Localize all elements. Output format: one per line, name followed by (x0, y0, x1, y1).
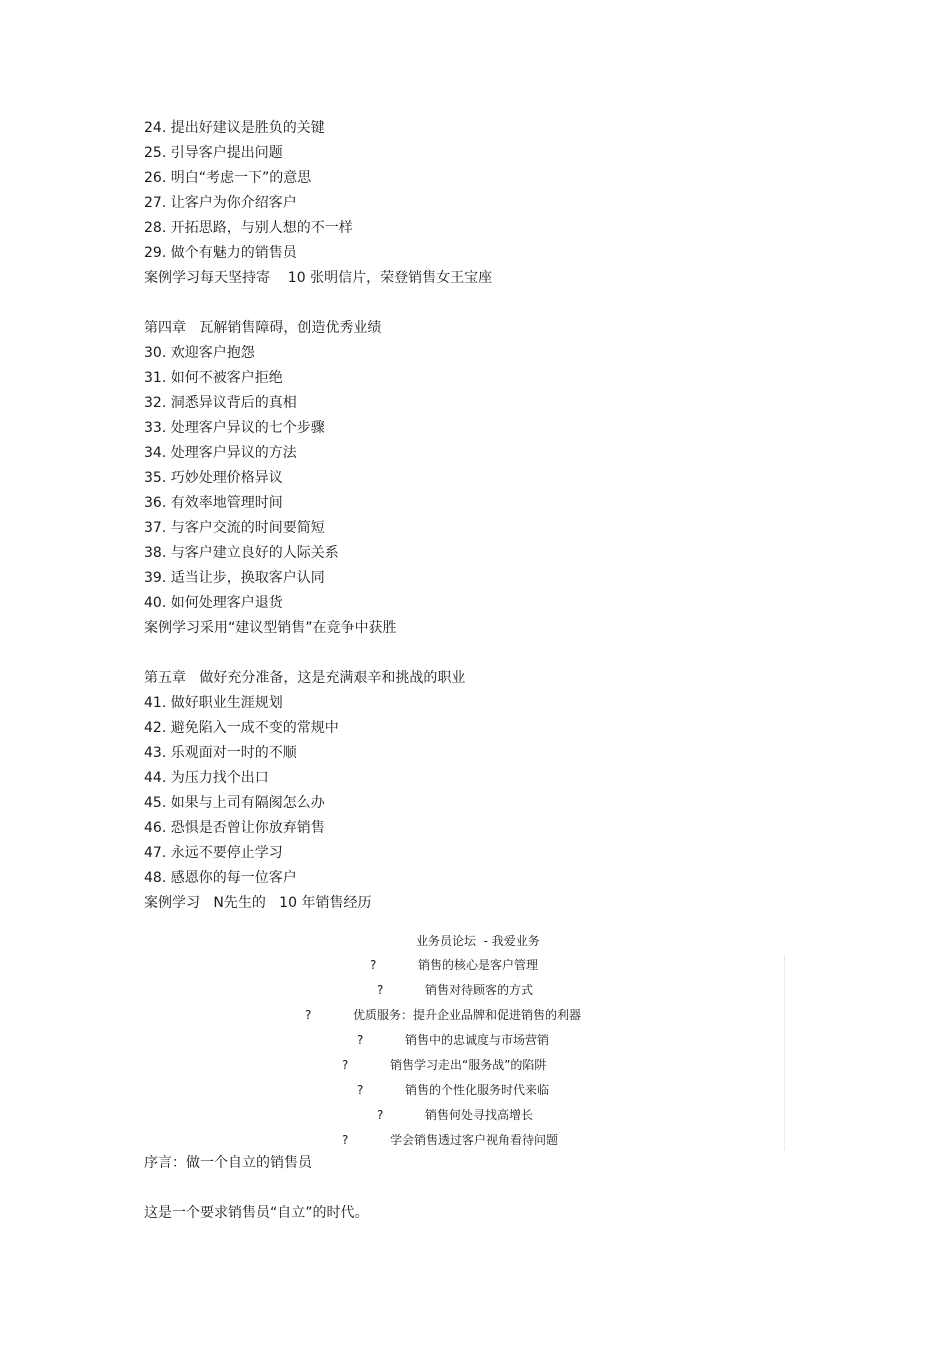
forum-link[interactable] (357, 1032, 549, 1048)
toc-item: 43. 乐观面对一时的不顺 (144, 745, 297, 761)
case-study: 案例学习 N先生的 10 年销售经历 (144, 895, 372, 911)
forum-link-text[interactable]: 销售的核心是客户管理 (418, 958, 539, 972)
divider (784, 955, 785, 1150)
toc-item: 26. 明白“考虑一下”的意思 (144, 170, 312, 186)
forum-link-text[interactable]: 学会销售透过客户视角看待问题 (390, 1133, 559, 1147)
preface-text: 这是一个要求销售员“自立”的时代。 (144, 1205, 369, 1221)
toc-item: 48. 感恩你的每一位客户 (144, 870, 297, 886)
bullet-icon: ? (342, 1133, 349, 1147)
toc-item: 41. 做好职业生涯规划 (144, 695, 283, 711)
case-study: 案例学习采用“建议型销售”在竞争中获胜 (144, 620, 397, 636)
toc-item: 28. 开拓思路，与别人想的不一样 (144, 220, 353, 236)
toc-item: 29. 做个有魅力的销售员 (144, 245, 297, 261)
forum-link-text[interactable]: 销售何处寻找高增长 (425, 1108, 534, 1122)
toc-item: 36. 有效率地管理时间 (144, 495, 283, 511)
bullet-icon: ? (377, 1108, 384, 1122)
toc-item: 45. 如果与上司有隔阂怎么办 (144, 795, 325, 811)
forum-link-text[interactable]: 优质服务：提升企业品牌和促进销售的利器 (353, 1008, 582, 1022)
toc-item: 35. 巧妙处理价格异议 (144, 470, 283, 486)
toc-item: 31. 如何不被客户拒绝 (144, 370, 283, 386)
toc-item: 32. 洞悉异议背后的真相 (144, 395, 297, 411)
toc-item: 40. 如何处理客户退货 (144, 595, 283, 611)
toc-item: 39. 适当让步，换取客户认同 (144, 570, 325, 586)
bullet-icon: ? (342, 1058, 349, 1072)
toc-item: 33. 处理客户异议的七个步骤 (144, 420, 325, 436)
bullet-icon: ? (377, 983, 384, 997)
preface-title: 序言：做一个自立的销售员 (144, 1155, 312, 1171)
forum-link[interactable] (377, 982, 533, 998)
forum-link-text[interactable]: 销售学习走出“服务战”的陷阱 (390, 1058, 547, 1072)
toc-item: 34. 处理客户异议的方法 (144, 445, 297, 461)
chapter-title: 第五章 做好充分准备，这是充满艰辛和挑战的职业 (144, 670, 466, 686)
toc-item: 25. 引导客户提出问题 (144, 145, 283, 161)
bullet-icon: ? (305, 1008, 312, 1022)
toc-item: 42. 避免陷入一成不变的常规中 (144, 720, 339, 736)
forum-link-text[interactable]: 销售中的忠诚度与市场营销 (405, 1033, 550, 1047)
forum-link[interactable] (357, 1082, 549, 1098)
toc-item: 46. 恐惧是否曾让你放弃销售 (144, 820, 325, 836)
bullet-icon: ? (370, 958, 377, 972)
chapter-title: 第四章 瓦解销售障碍，创造优秀业绩 (144, 320, 382, 336)
forum-link[interactable] (342, 1132, 558, 1148)
forum-link[interactable] (370, 957, 538, 973)
forum-link-text[interactable]: 销售对待顾客的方式 (425, 983, 534, 997)
toc-item: 38. 与客户建立良好的人际关系 (144, 545, 339, 561)
forum-title[interactable]: 业务员论坛 - 我爱业务 (416, 934, 540, 948)
forum-link[interactable] (377, 1107, 533, 1123)
forum-link[interactable] (342, 1057, 546, 1073)
bullet-icon: ? (357, 1083, 364, 1097)
case-study: 案例学习每天坚持寄 10 张明信片，荣登销售女王宝座 (144, 270, 493, 286)
toc-item: 30. 欢迎客户抱怨 (144, 345, 255, 361)
bullet-icon: ? (357, 1033, 364, 1047)
toc-item: 44. 为压力找个出口 (144, 770, 269, 786)
toc-item: 24. 提出好建议是胜负的关键 (144, 120, 325, 136)
forum-link-text[interactable]: 销售的个性化服务时代来临 (405, 1083, 550, 1097)
toc-item: 47. 永远不要停止学习 (144, 845, 283, 861)
forum-link[interactable] (305, 1007, 581, 1023)
toc-item: 37. 与客户交流的时间要简短 (144, 520, 325, 536)
toc-item: 27. 让客户为你介绍客户 (144, 195, 297, 211)
